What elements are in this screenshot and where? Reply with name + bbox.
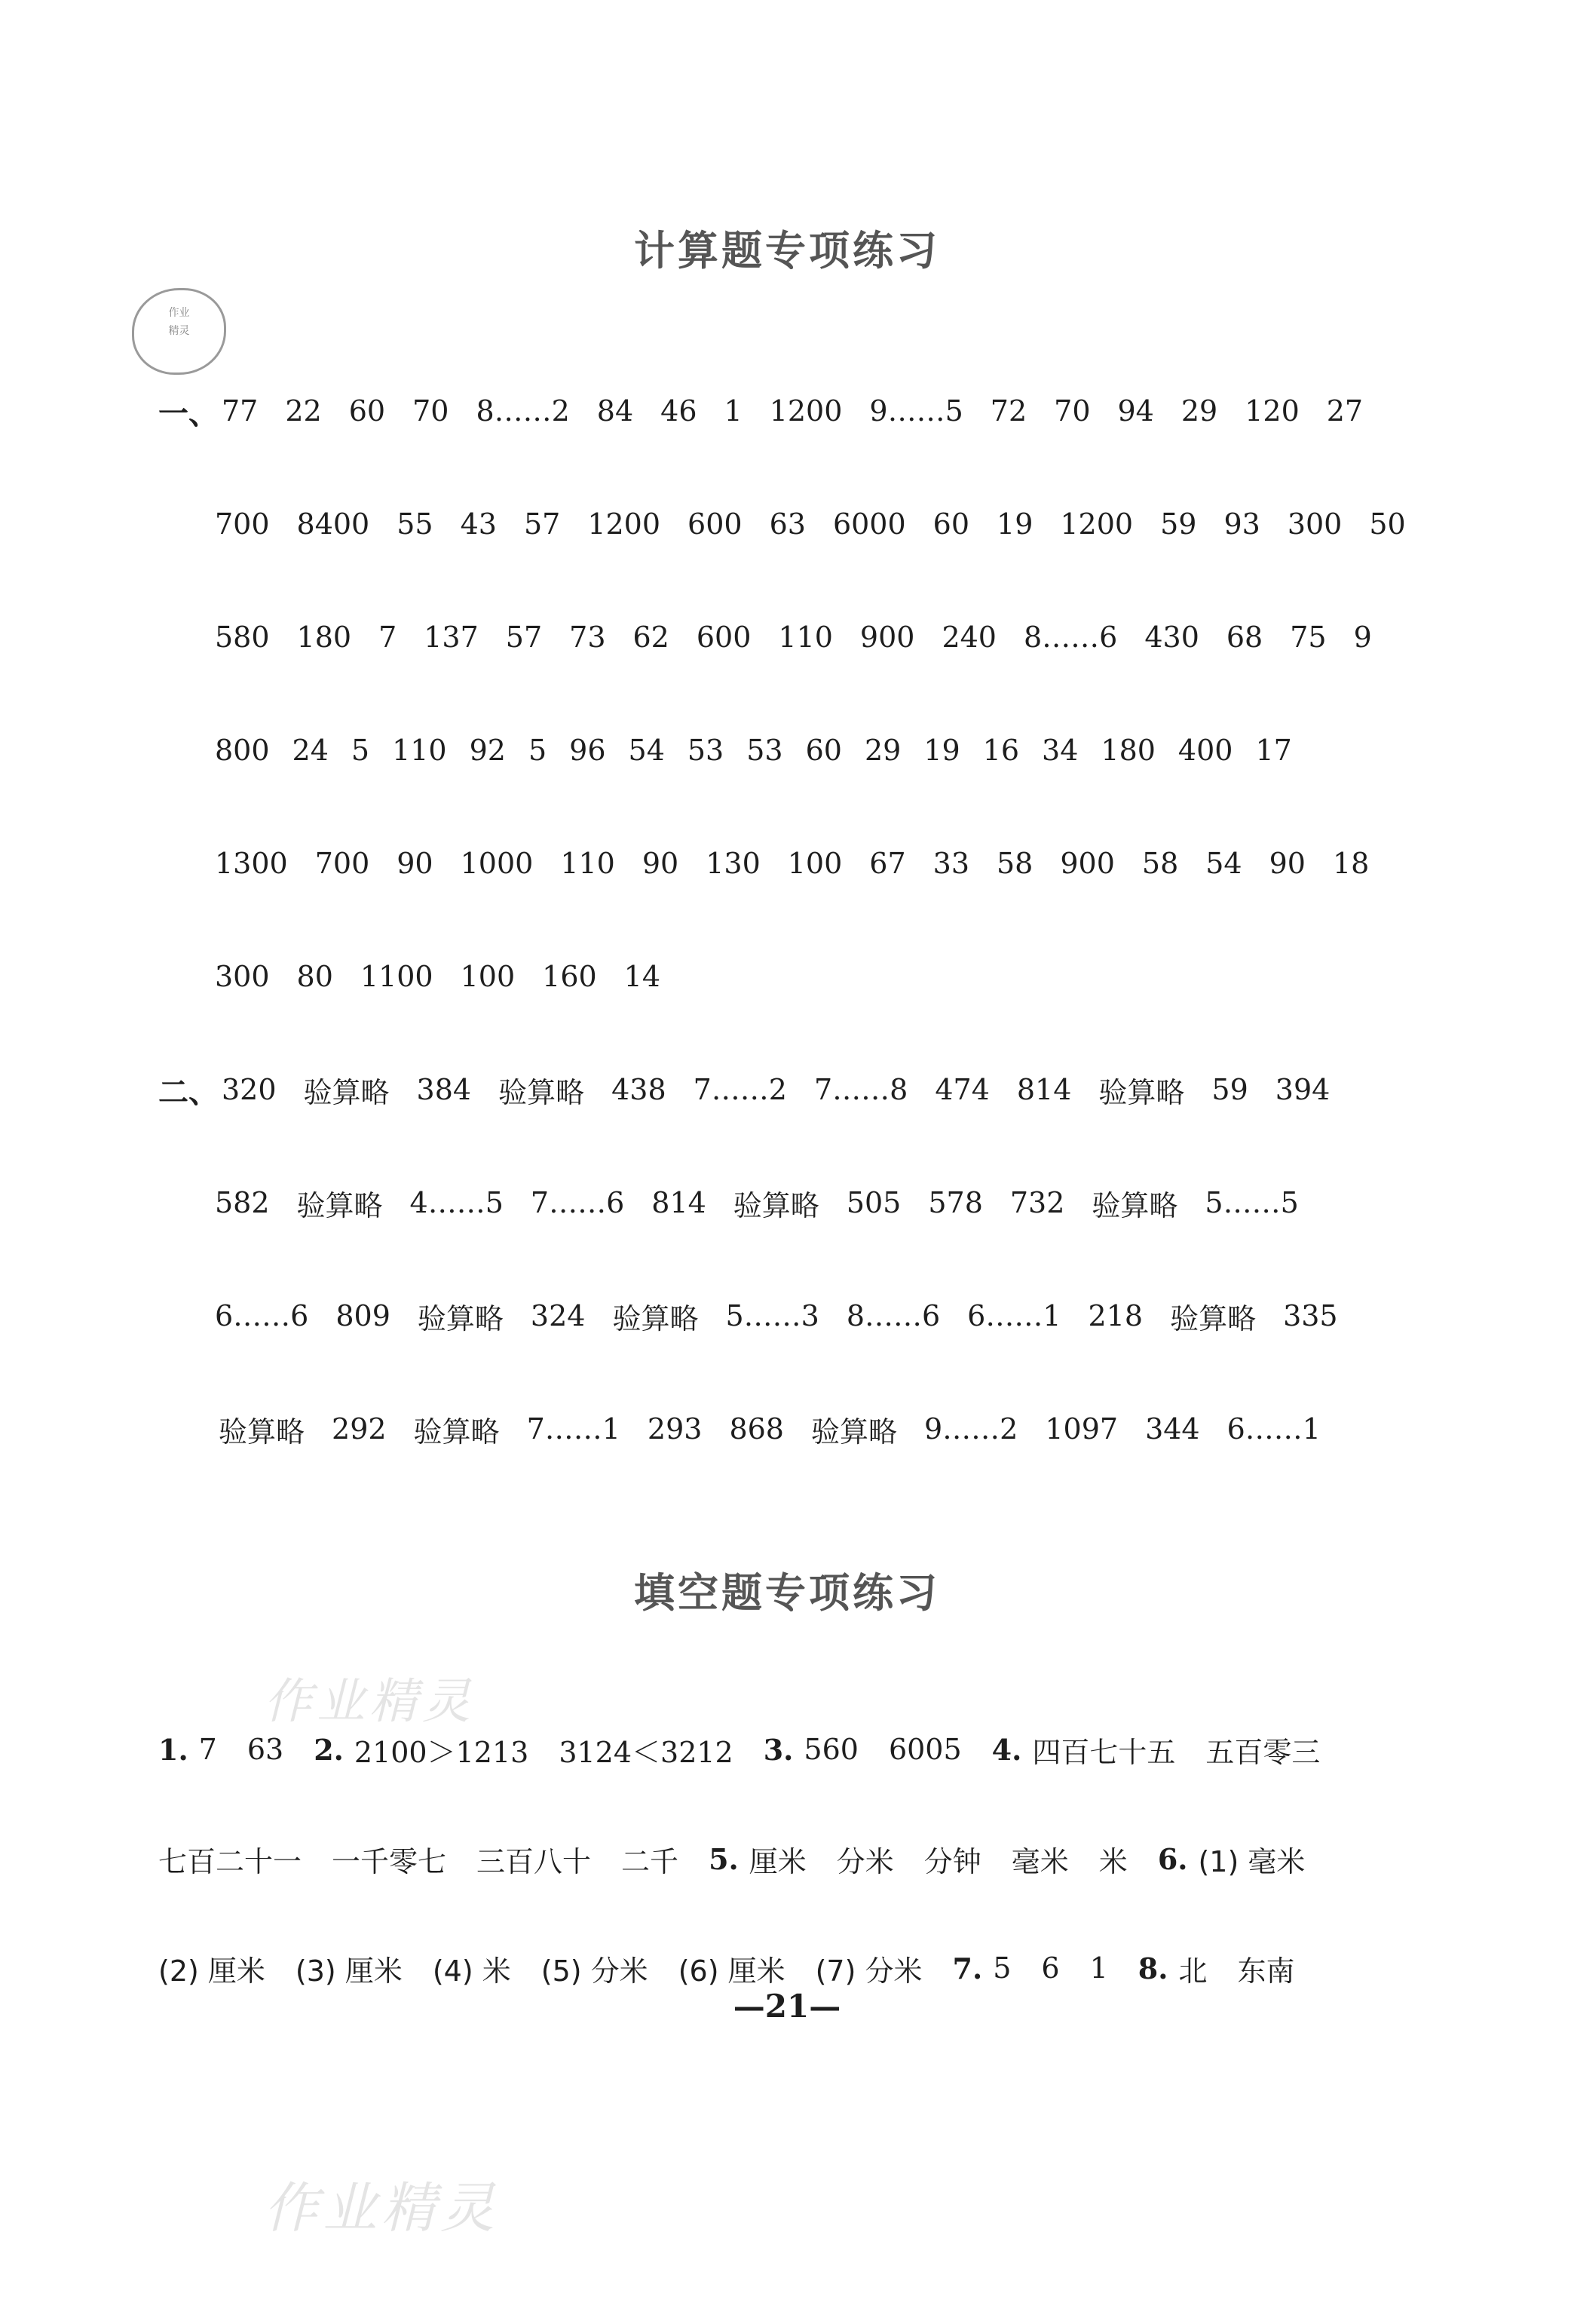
answer-value: 100 — [787, 847, 843, 880]
answer-value: 七百二十一 — [158, 1844, 302, 1878]
answer-value: 384 — [416, 1073, 472, 1106]
answer-value: 72 — [990, 394, 1027, 428]
answer-value: 474 — [935, 1073, 990, 1106]
answer-value: 59 — [1160, 507, 1197, 541]
answer-value: 5……5 — [1205, 1186, 1299, 1219]
answer-value: 6……6 — [215, 1299, 309, 1332]
answer-value: 北 — [1178, 1954, 1208, 1988]
answer-value: 8400 — [296, 507, 370, 541]
answer-value: 9……2 — [924, 1412, 1018, 1446]
answer-value: 110 — [392, 734, 447, 767]
answer-value: 5 — [528, 734, 547, 767]
answer-value: 6005 — [888, 1733, 962, 1766]
answer-value: 335 — [1283, 1299, 1338, 1332]
answer-value: 8……6 — [1023, 621, 1118, 654]
answer-value: 验算略 — [810, 1415, 897, 1449]
answer-value: 53 — [687, 734, 724, 767]
answer-value: 90 — [397, 847, 433, 880]
answer-value: 900 — [1060, 847, 1115, 880]
calc-part2-row-4 — [219, 1403, 1348, 1455]
answer-value: 厘米 — [749, 1844, 807, 1878]
answer-value: 毫米 — [1011, 1844, 1069, 1878]
answer-value: 验算略 — [417, 1302, 504, 1335]
calc-part2-row-3 — [215, 1289, 1365, 1342]
answer-value: 292 — [332, 1412, 387, 1446]
answer-value: 868 — [729, 1412, 784, 1446]
answer-value: 600 — [696, 621, 752, 654]
answer-value: 3124＜3212 — [559, 1735, 733, 1769]
answer-value: 100 — [460, 960, 516, 993]
answer-value: 77 — [222, 394, 259, 428]
answer-value: 70 — [412, 394, 449, 428]
calc-part1-row-6 — [215, 950, 687, 1003]
answer-value: 29 — [864, 734, 902, 767]
answer-value: 54 — [628, 734, 665, 767]
answer-value: 580 — [215, 621, 270, 654]
watermark-bottom: 作业精灵 — [264, 2176, 500, 2240]
answer-value: 505 — [846, 1186, 902, 1219]
answer-value: (3) 厘米 — [295, 1954, 403, 1988]
answer-value: 1200 — [769, 394, 843, 428]
fill-row-1 — [158, 1723, 1350, 1776]
answer-value: 验算略 — [612, 1302, 699, 1335]
calc-part2-row-1 — [158, 1063, 1357, 1116]
answer-value: 90 — [1269, 847, 1306, 880]
answer-value: 60 — [348, 394, 386, 428]
calc-part1-row-2 — [215, 498, 1433, 550]
answer-value: 分钟 — [923, 1844, 981, 1878]
stamp-text-1: 作业 — [168, 307, 190, 319]
answer-value: 300 — [1287, 507, 1343, 541]
answer-value: 验算略 — [1092, 1188, 1178, 1222]
answer-value: 验算略 — [296, 1188, 383, 1222]
answer-value: 4……5 — [409, 1186, 504, 1219]
answer-value: 1000 — [460, 847, 534, 880]
answer-value: 29 — [1180, 394, 1218, 428]
answer-value: 米 — [1098, 1844, 1128, 1878]
answer-value: 70 — [1054, 394, 1091, 428]
question-number: 4. — [991, 1732, 1022, 1767]
answer-value: 400 — [1177, 734, 1233, 767]
answer-value: 1200 — [587, 507, 661, 541]
answer-value: 180 — [296, 621, 352, 654]
answer-value: 14 — [623, 960, 661, 993]
answer-value: 240 — [942, 621, 997, 654]
answer-value: 24 — [292, 734, 329, 767]
answer-value: 5……3 — [725, 1299, 819, 1332]
answer-value: 三百八十 — [476, 1844, 592, 1878]
part1-prefix: 一、 — [158, 396, 219, 431]
answer-value: 57 — [505, 621, 543, 654]
answer-value: (6) 厘米 — [678, 1954, 785, 1988]
answer-value: 50 — [1369, 507, 1406, 541]
answer-value: 1097 — [1045, 1412, 1119, 1446]
answer-value: 59 — [1211, 1073, 1248, 1106]
answer-value: (1) 毫米 — [1198, 1844, 1306, 1878]
answer-value: 96 — [569, 734, 606, 767]
part2-prefix: 二、 — [158, 1075, 219, 1110]
answer-value: 900 — [859, 621, 915, 654]
answer-value: 430 — [1144, 621, 1199, 654]
question-number: 3. — [763, 1732, 794, 1767]
answer-value: 验算略 — [413, 1415, 500, 1449]
answer-value: 438 — [611, 1073, 666, 1106]
answer-value: 18 — [1332, 847, 1370, 880]
answer-value: (7) 分米 — [815, 1954, 923, 1988]
answer-value: 1 — [724, 394, 743, 428]
answer-value: 7 — [198, 1733, 217, 1766]
answer-value: 63 — [769, 507, 806, 541]
answer-value: 63 — [247, 1733, 284, 1766]
answer-value: 东南 — [1237, 1954, 1295, 1988]
answer-value: 1200 — [1060, 507, 1134, 541]
answer-value: 394 — [1275, 1073, 1331, 1106]
answer-value: 验算略 — [1170, 1302, 1257, 1335]
calc-part1-row-1 — [158, 385, 1390, 437]
answer-value: 320 — [222, 1073, 277, 1106]
answer-value: 700 — [215, 507, 270, 541]
answer-value: 600 — [687, 507, 743, 541]
answer-value: 160 — [542, 960, 597, 993]
answer-value: 58 — [997, 847, 1034, 880]
answer-value: 120 — [1245, 394, 1300, 428]
answer-value: 7 — [378, 621, 397, 654]
answer-value: 6……1 — [967, 1299, 1061, 1332]
answer-value: 6000 — [832, 507, 906, 541]
question-number: 7. — [952, 1951, 983, 1985]
answer-value: 34 — [1042, 734, 1079, 767]
answer-value: 8……2 — [476, 394, 570, 428]
answer-value: 7……6 — [530, 1186, 625, 1219]
answer-value: 43 — [460, 507, 497, 541]
answer-value: 180 — [1101, 734, 1156, 767]
answer-value: 19 — [997, 507, 1034, 541]
calc-part1-row-3 — [215, 611, 1399, 664]
calc-part1-row-5 — [215, 837, 1396, 890]
calc-part1-row-4 — [215, 724, 1292, 777]
answer-value: 324 — [530, 1299, 586, 1332]
answer-value: 33 — [932, 847, 969, 880]
answer-value: 8……6 — [846, 1299, 941, 1332]
question-number: 1. — [158, 1732, 188, 1767]
answer-value: 293 — [647, 1412, 703, 1446]
answer-value: 27 — [1326, 394, 1364, 428]
answer-value: 46 — [660, 394, 697, 428]
answer-value: 一千零七 — [332, 1844, 447, 1878]
answer-value: 700 — [314, 847, 370, 880]
answer-value: 16 — [982, 734, 1020, 767]
answer-value: 110 — [560, 847, 615, 880]
answer-value: 9 — [1353, 621, 1372, 654]
answer-value: 1100 — [360, 960, 433, 993]
section-title-fill: 填空题专项练习 — [634, 1569, 940, 1617]
answer-value: 300 — [215, 960, 270, 993]
answer-value: 93 — [1223, 507, 1260, 541]
answer-value: 732 — [1009, 1186, 1065, 1219]
watermark-mid: 作业精灵 — [264, 1674, 475, 1730]
answer-value: 6 — [1041, 1951, 1060, 1985]
question-number: 5. — [709, 1841, 739, 1876]
answer-value: 54 — [1205, 847, 1242, 880]
answer-value: 四百七十五 — [1032, 1735, 1176, 1769]
answer-value: 17 — [1255, 734, 1292, 767]
answer-value: 137 — [424, 621, 479, 654]
answer-value: 94 — [1117, 394, 1154, 428]
answer-value: 验算略 — [219, 1415, 305, 1449]
answer-value: 560 — [804, 1733, 859, 1766]
stamp-text-2: 精灵 — [168, 325, 190, 337]
answer-value: 809 — [335, 1299, 390, 1332]
answer-value: 分米 — [836, 1844, 894, 1878]
answer-value: 814 — [651, 1186, 706, 1219]
answer-value: 92 — [469, 734, 506, 767]
answer-value: 19 — [923, 734, 960, 767]
answer-value: 80 — [296, 960, 333, 993]
answer-value: 60 — [932, 507, 970, 541]
answer-value: (5) 分米 — [540, 1954, 648, 1988]
answer-value: 578 — [928, 1186, 983, 1219]
question-number: 2. — [314, 1732, 344, 1767]
fill-row-2 — [158, 1832, 1335, 1885]
answer-value: 110 — [778, 621, 833, 654]
answer-value: 22 — [285, 394, 322, 428]
answer-value: 53 — [746, 734, 783, 767]
question-number: 6. — [1157, 1841, 1188, 1876]
answer-value: 7……1 — [526, 1412, 620, 1446]
answer-value: 58 — [1141, 847, 1179, 880]
answer-value: 73 — [569, 621, 606, 654]
answer-value: 7……8 — [813, 1073, 908, 1106]
section-title-calc: 计算题专项练习 — [634, 227, 940, 274]
answer-value: 二千 — [621, 1844, 679, 1878]
answer-value: 1300 — [215, 847, 288, 880]
answer-value: 5 — [993, 1951, 1012, 1985]
answer-value: 5 — [351, 734, 370, 767]
answer-value: 60 — [805, 734, 842, 767]
answer-value: 75 — [1290, 621, 1327, 654]
answer-value: 582 — [215, 1186, 270, 1219]
answer-value: 7……2 — [693, 1073, 787, 1106]
answer-value: 57 — [523, 507, 561, 541]
answer-value: 84 — [596, 394, 634, 428]
answer-value: (2) 厘米 — [158, 1954, 265, 1988]
page-number: —21— — [733, 1988, 841, 2025]
question-number: 8. — [1138, 1951, 1168, 1985]
answer-value: 验算略 — [498, 1075, 585, 1109]
answer-value: 218 — [1088, 1299, 1144, 1332]
answer-value: 62 — [632, 621, 669, 654]
answer-value: 67 — [869, 847, 906, 880]
stamp-logo — [132, 288, 226, 375]
answer-value: 1 — [1089, 1951, 1108, 1985]
fill-row-3 — [158, 1942, 1324, 1994]
answer-value: 9……5 — [869, 394, 963, 428]
answer-value: 68 — [1226, 621, 1263, 654]
answer-value: 90 — [642, 847, 679, 880]
answer-value: 130 — [706, 847, 761, 880]
answer-value: 55 — [397, 507, 433, 541]
answer-value: 五百零三 — [1205, 1735, 1321, 1769]
answer-value: 验算略 — [733, 1188, 819, 1222]
answer-value: (4) 米 — [432, 1954, 511, 1988]
answer-value: 800 — [215, 734, 270, 767]
answer-value: 2100＞1213 — [354, 1735, 529, 1769]
answer-value: 6……1 — [1226, 1412, 1321, 1446]
answer-value: 344 — [1145, 1412, 1200, 1446]
answer-value: 814 — [1016, 1073, 1072, 1106]
answer-value: 验算略 — [303, 1075, 390, 1109]
answer-value: 验算略 — [1098, 1075, 1185, 1109]
calc-part2-row-2 — [215, 1176, 1326, 1229]
